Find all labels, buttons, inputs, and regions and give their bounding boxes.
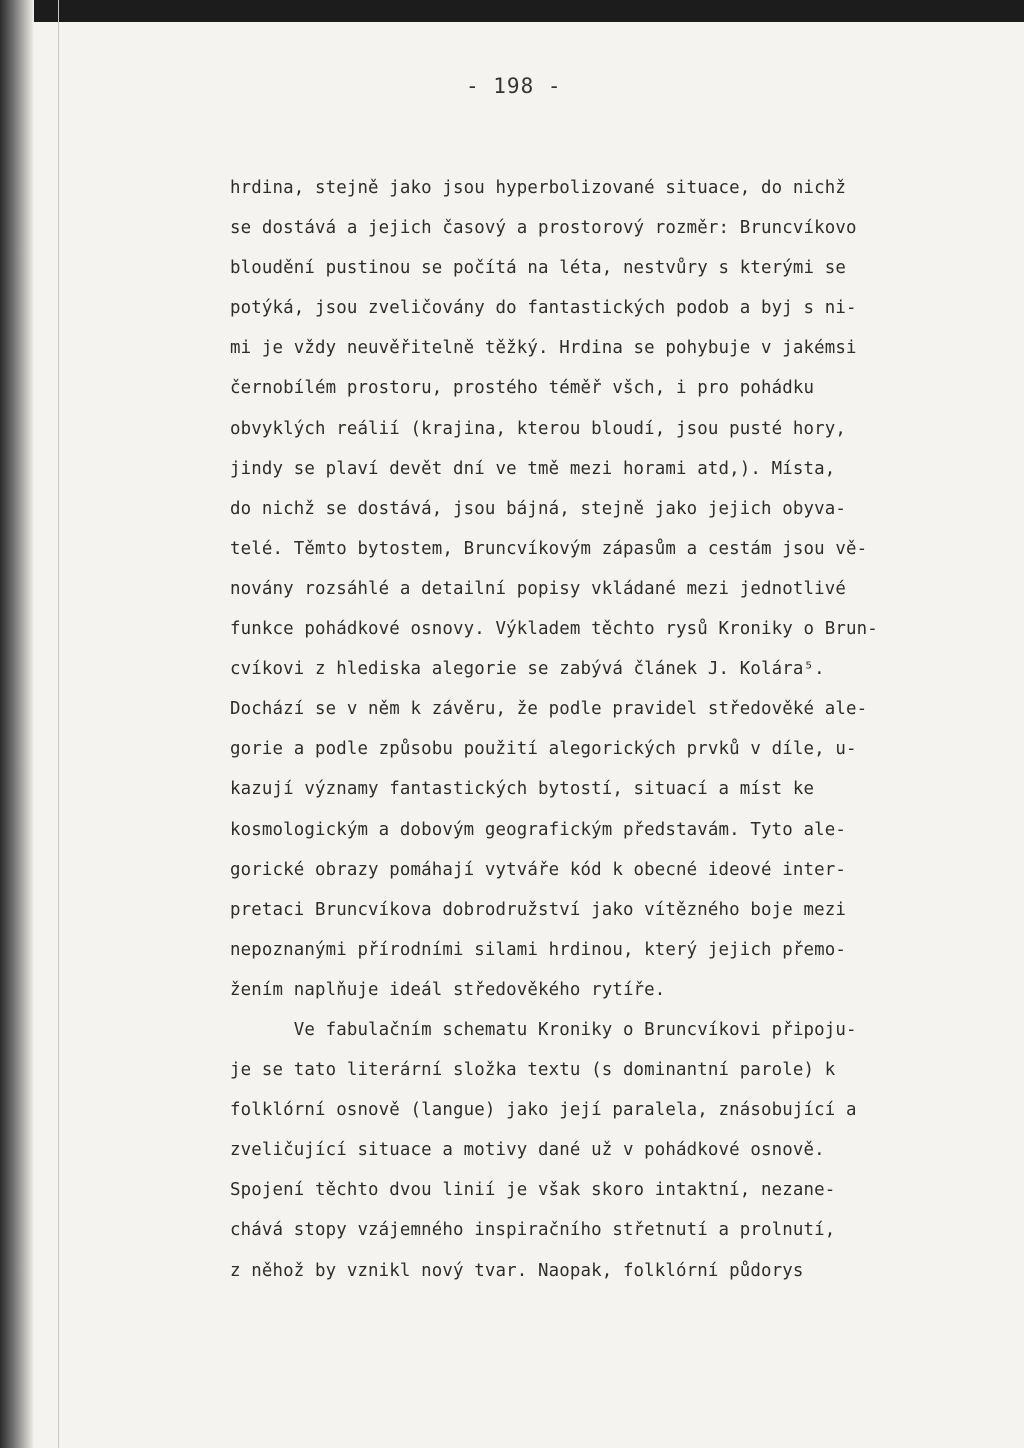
text-line: pretaci Bruncvíkova dobrodružství jako vítězného boje mezi (230, 899, 846, 920)
text-line: gorie a podle způsobu použití alegorických prvků v díle, u- (230, 739, 857, 760)
text-line: novány rozsáhlé a detailní popisy vkládané mezi jednotlivé (230, 578, 846, 599)
text-line: je se tato literární složka textu (s dominantní parole) k (230, 1060, 836, 1081)
text-line: kosmologickým a dobovým geografickým představám. Tyto ale- (230, 819, 846, 840)
text-line: do nichž se dostává, jsou bájná, stejně jako jejich obyva- (230, 498, 846, 519)
text-line: zveličující situace a motivy dané už v pohádkové osnově. (230, 1140, 825, 1161)
text-line: funkce pohádkové osnovy. Výkladem těchto rysů Kroniky o Brun- (230, 619, 878, 640)
text-line: mi je vždy neuvěřitelně těžký. Hrdina se pohybuje v jakémsi (230, 338, 857, 359)
text-line: cvíkovi z hlediska alegorie se zabývá článek J. Kolára⁵. (230, 659, 825, 680)
page-number: - 198 - (466, 74, 562, 98)
text-line: Spojení těchto dvou linií je však skoro intaktní, nezane- (230, 1180, 836, 1201)
text-line: nepoznanými přírodními silami hrdinou, který jejich přemo- (230, 939, 846, 960)
text-line: telé. Těmto bytostem, Bruncvíkovým zápasům a cestám jsou vě- (230, 538, 868, 559)
text-line: žením naplňuje ideál středověkého rytíře. (230, 979, 666, 1000)
text-line: obvyklých reálií (krajina, kterou bloudí, jsou pusté hory, (230, 418, 846, 439)
page-fold-line (58, 0, 59, 1448)
text-line: hrdina, stejně jako jsou hyperbolizované situace, do nichž (230, 178, 846, 198)
text-line: folklórní osnově (langue) jako její paralela, znásobující a (230, 1100, 857, 1121)
text-line: černobílém prostoru, prostého téměř všch, i pro pohádku (230, 378, 815, 399)
text-line: bloudění pustinou se počítá na léta, nestvůry s kterými se (230, 258, 846, 279)
body-text (230, 168, 990, 1291)
text-line: chává stopy vzájemného inspiračního střetnutí a prolnutí, (230, 1220, 836, 1241)
text-line: z něhož by vznikl nový tvar. Naopak, folklórní půdorys (230, 1260, 804, 1281)
text-line: se dostává a jejich časový a prostorový rozměr: Bruncvíkovo (230, 218, 857, 239)
text-line: jindy se plaví devět dní ve tmě mezi horami atd,). Místa, (230, 458, 836, 479)
text-line: gorické obrazy pomáhají vytváře kód k obecné ideové inter- (230, 859, 846, 880)
scan-top-edge (0, 0, 1024, 22)
text-line: kazují významy fantastických bytostí, situací a míst ke (230, 779, 815, 800)
text-line: Ve fabulačním schematu Kroniky o Bruncvíkovi připoju- (230, 1019, 857, 1040)
text-line: Dochází se v něm k závěru, že podle pravidel středověké ale- (230, 699, 868, 720)
scan-left-edge (0, 0, 34, 1448)
text-line: potýká, jsou zveličovány do fantastických podob a byj s ni- (230, 298, 857, 319)
